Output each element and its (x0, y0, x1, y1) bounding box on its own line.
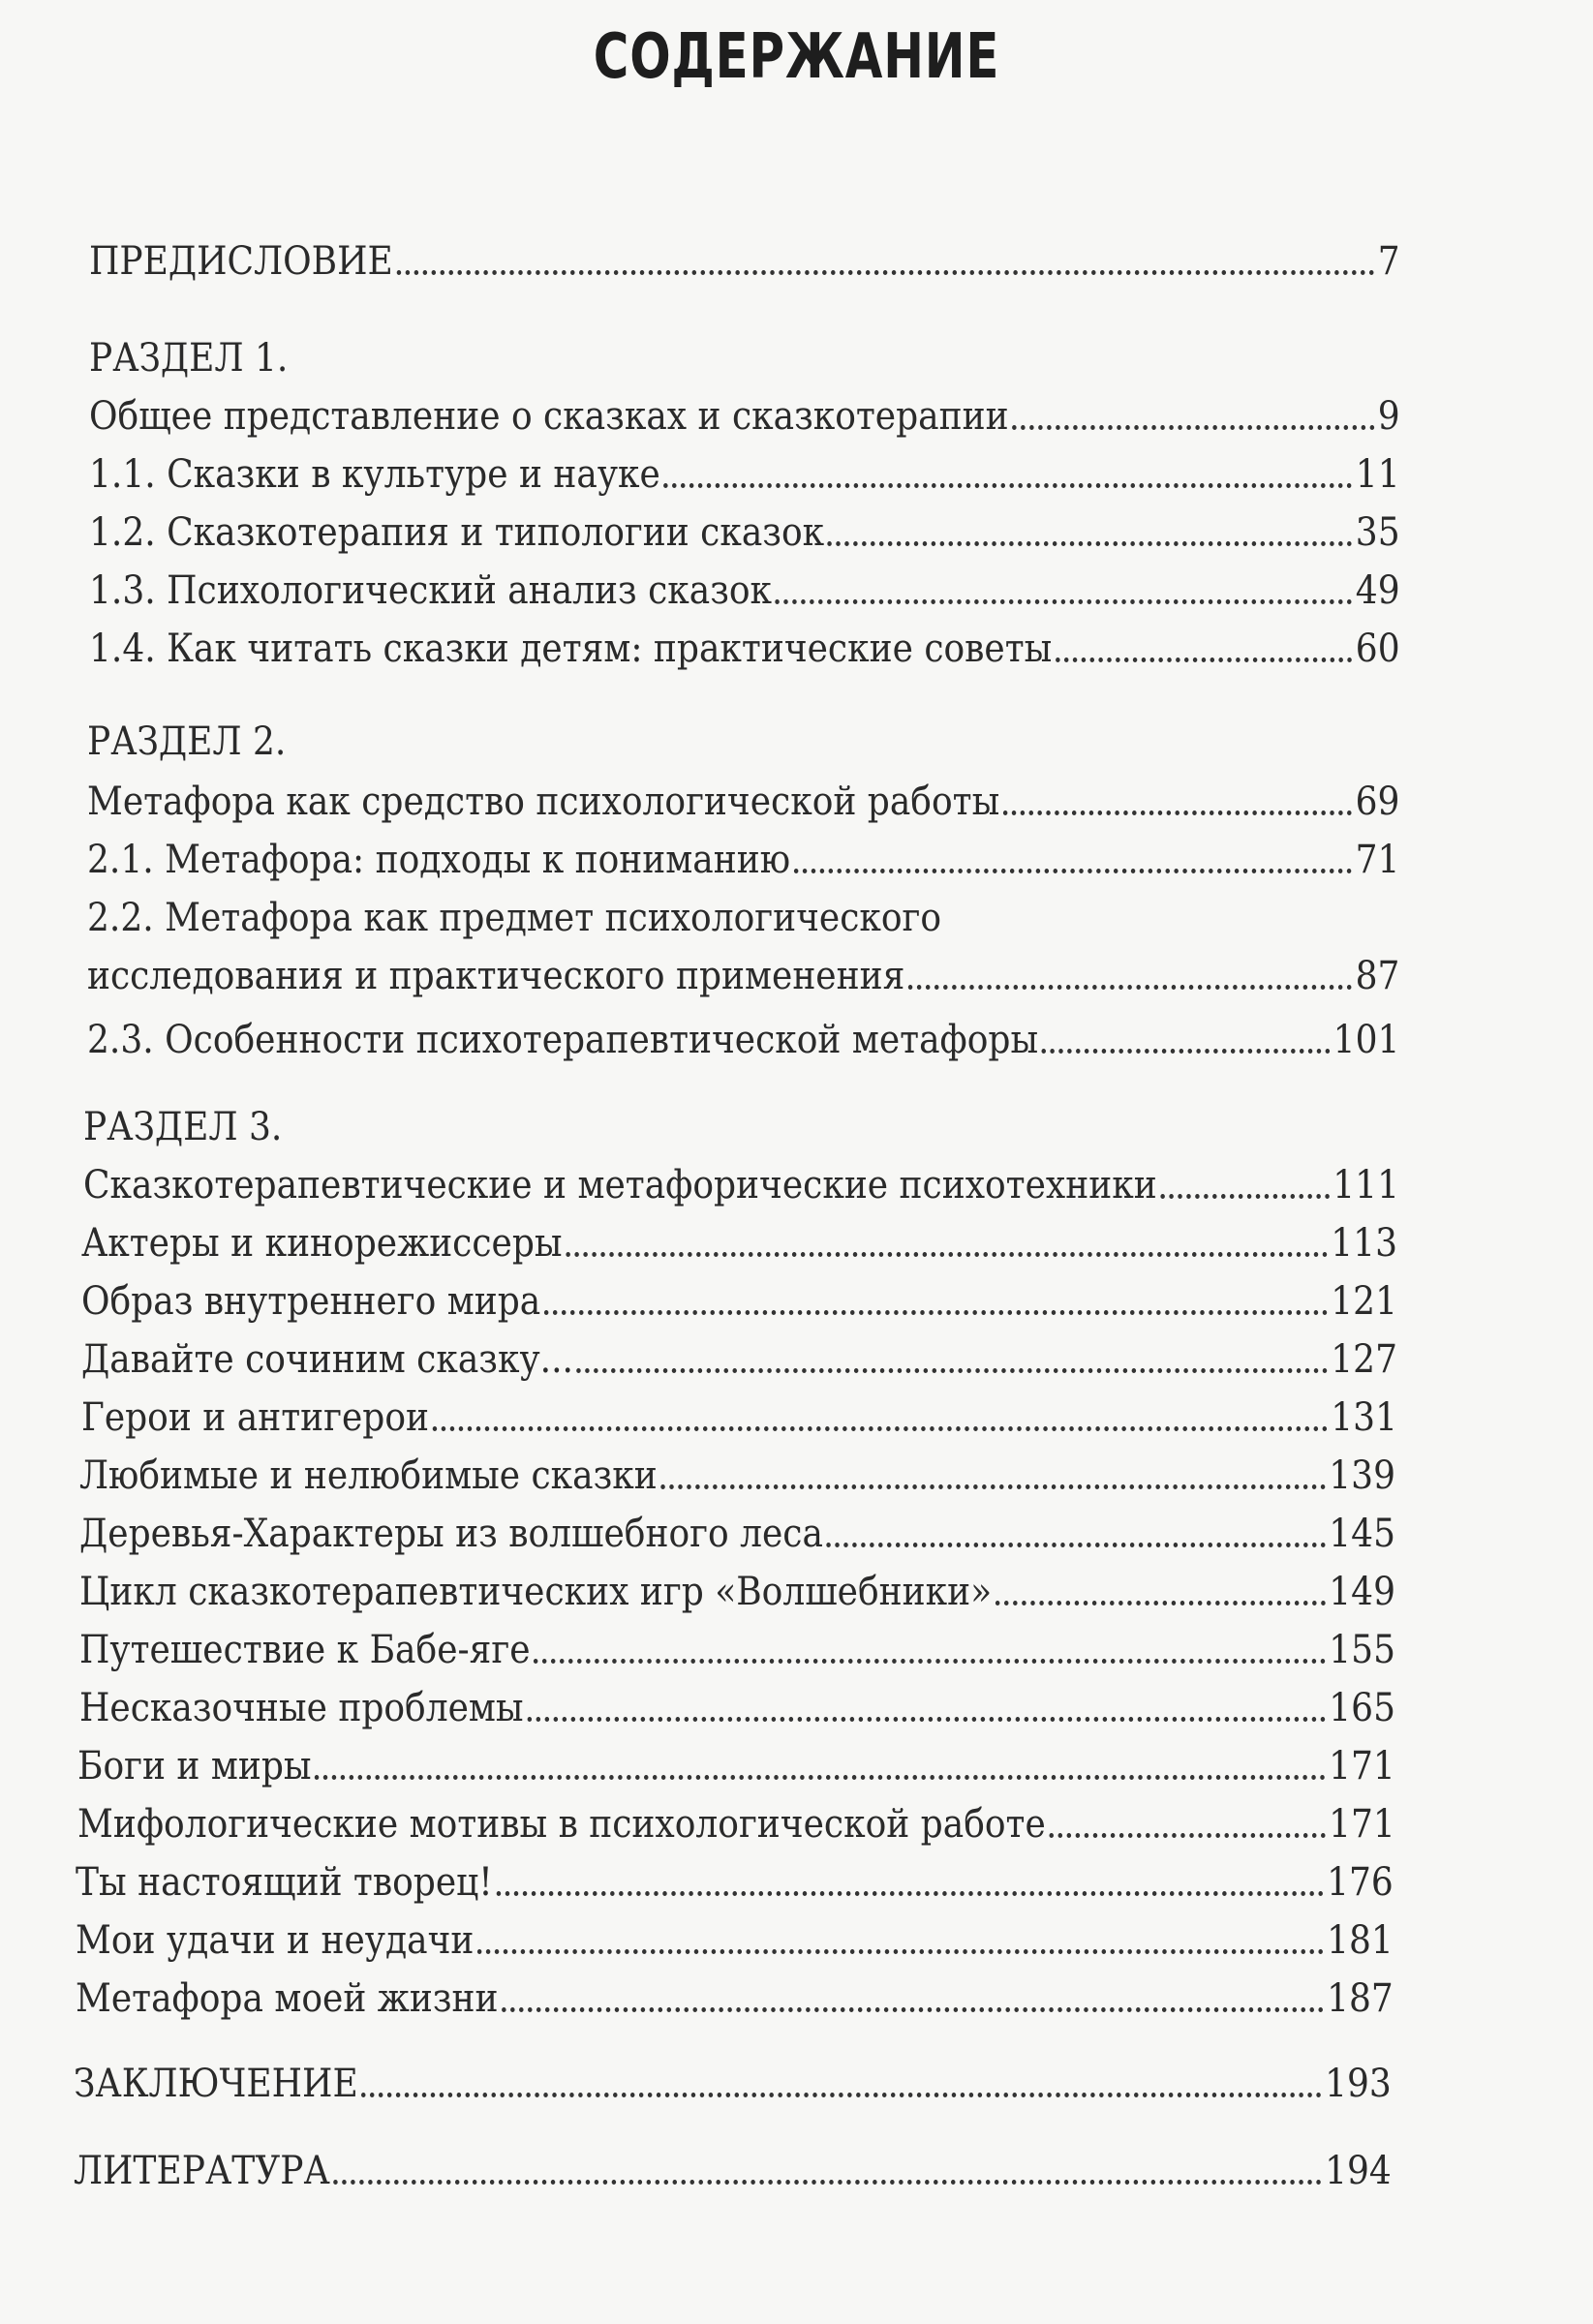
toc-entry (81, 1332, 1397, 1387)
toc-entry (77, 1797, 1395, 1851)
entry-label: Общее представление о сказках и сказкотерапии (89, 394, 1009, 439)
entry-page: 181 (1327, 1918, 1394, 1963)
toc-entry (87, 775, 1399, 829)
toc-entry-conclusion (74, 2057, 1392, 2111)
entry-label: Несказочные проблемы (79, 1686, 524, 1730)
entry-page: 171 (1329, 1802, 1395, 1847)
leader-dots (577, 1330, 1328, 1373)
entry-label: 1.2. Сказкотерапия и типологии сказок (89, 510, 825, 555)
entry-label: ЗАКЛЮЧЕНИЕ (74, 2062, 358, 2106)
leader-dots (827, 1504, 1326, 1547)
entry-page: 121 (1331, 1279, 1397, 1324)
leader-dots (1042, 1010, 1330, 1054)
entry-label: Образ внутреннего мира (81, 1279, 541, 1324)
entry-label: Сказкотерапевтические и метафорические психотехники (83, 1163, 1157, 1208)
entry-label: Актеры и кинорежиссеры (81, 1221, 563, 1266)
entry-page: 139 (1329, 1453, 1395, 1498)
entry-page: 145 (1329, 1512, 1395, 1556)
entry-page: 11 (1355, 452, 1400, 497)
entry-label: Любимые и нелюбимые сказки (79, 1453, 658, 1498)
entry-label: ПРЕДИСЛОВИЕ (89, 239, 393, 284)
toc-entry (83, 1158, 1399, 1212)
leader-dots (527, 1678, 1326, 1722)
entry-page: 101 (1333, 1018, 1400, 1062)
toc-entry (87, 833, 1399, 887)
entry-page: 155 (1329, 1628, 1395, 1672)
entry-page: 71 (1355, 838, 1400, 882)
leader-dots (794, 830, 1352, 873)
entry-label: 1.4. Как читать сказки детям: практические советы (89, 627, 1053, 671)
leader-dots (1003, 772, 1352, 815)
entry-page: 176 (1327, 1860, 1394, 1905)
leader-dots (663, 444, 1352, 488)
toc-entry (79, 1449, 1395, 1503)
leader-dots (828, 503, 1352, 546)
entry-page: 149 (1329, 1570, 1395, 1614)
toc-entry (79, 1565, 1395, 1619)
toc-entry (89, 622, 1400, 676)
leader-dots (534, 1620, 1326, 1664)
entry-label: ЛИТЕРАТУРА (74, 2149, 330, 2193)
entry-page: 9 (1377, 394, 1400, 439)
leader-dots (1012, 386, 1374, 430)
leader-dots (908, 946, 1352, 990)
entry-label: Путешествие к Бабе-яге (79, 1628, 531, 1672)
leader-dots (566, 1213, 1328, 1257)
section-heading: РАЗДЕЛ 1. (89, 336, 289, 381)
section-heading: РАЗДЕЛ 2. (87, 719, 287, 764)
leader-dots (1160, 1155, 1329, 1199)
leader-dots (477, 1911, 1324, 1954)
leader-dots (1049, 1794, 1325, 1838)
leader-dots (1056, 619, 1352, 662)
toc-entry (89, 389, 1400, 443)
entry-page: 7 (1377, 239, 1400, 284)
entry-label: 2.1. Метафора: подходы к пониманию (87, 838, 791, 882)
leader-dots (333, 2141, 1321, 2185)
leader-dots (396, 231, 1374, 275)
toc-entry (87, 1013, 1399, 1067)
entry-label: Метафора как средство психологической работы (87, 780, 1000, 824)
leader-dots (315, 1736, 1325, 1780)
toc-entry (76, 1972, 1394, 2026)
entry-label: Мифологические мотивы в психологической работе (77, 1802, 1046, 1847)
toc-entry (76, 1913, 1394, 1968)
page-title: СОДЕРЖАНИЕ (593, 21, 1000, 93)
entry-page: 127 (1331, 1337, 1397, 1382)
entry-page: 87 (1355, 954, 1400, 998)
entry-label: 1.3. Психологический анализ сказок (89, 568, 773, 613)
toc-entry (76, 1855, 1394, 1910)
toc-entry (89, 564, 1400, 618)
entry-page: 171 (1329, 1744, 1395, 1789)
leader-dots (433, 1388, 1328, 1431)
entry-page: 187 (1327, 1976, 1394, 2021)
leader-dots (660, 1446, 1325, 1489)
entry-page: 49 (1355, 568, 1400, 613)
toc-entry (79, 1681, 1395, 1735)
entry-page: 60 (1355, 627, 1400, 671)
entry-label: 2.3. Особенности психотерапевтической метафоры (87, 1018, 1039, 1062)
toc-entry (81, 1274, 1397, 1329)
entry-label: исследования и практического применения (87, 954, 905, 998)
toc-entry (81, 1391, 1397, 1445)
entry-label: Цикл сказкотерапевтических игр «Волшебники» (79, 1570, 993, 1614)
entry-page: 113 (1331, 1221, 1397, 1266)
toc-entry (77, 1739, 1395, 1793)
entry-page: 193 (1325, 2062, 1392, 2106)
toc-entry (87, 949, 1399, 1003)
entry-page: 35 (1355, 510, 1400, 555)
entry-label: Герои и антигерои (81, 1395, 429, 1440)
entry-page: 165 (1329, 1686, 1395, 1730)
entry-page: 194 (1325, 2149, 1392, 2193)
entry-page: 69 (1355, 780, 1400, 824)
leader-dots (496, 1852, 1323, 1896)
entry-label-first-line: 2.2. Метафора как предмет психологического (87, 896, 942, 940)
entry-label: Давайте сочиним сказку... (81, 1337, 573, 1382)
toc-entry (79, 1507, 1395, 1561)
section-heading: РАЗДЕЛ 3. (83, 1105, 283, 1149)
toc-entry-preface (89, 234, 1400, 289)
entry-label: Боги и миры (77, 1744, 312, 1789)
entry-page: 131 (1331, 1395, 1397, 1440)
toc-entry-literature (74, 2144, 1392, 2198)
entry-page: 111 (1333, 1163, 1399, 1208)
entry-label: 1.1. Сказки в культуре и науке (89, 452, 660, 497)
leader-dots (776, 561, 1353, 604)
entry-label: Метафора моей жизни (76, 1976, 499, 2021)
entry-label: Ты настоящий творец! (76, 1860, 493, 1905)
leader-dots (996, 1562, 1326, 1605)
entry-label: Мои удачи и неудачи (76, 1918, 475, 1963)
leader-dots (502, 1969, 1323, 2012)
toc-entry (79, 1623, 1395, 1677)
toc-entry (81, 1216, 1397, 1270)
leader-dots (544, 1271, 1328, 1315)
toc-entry (89, 447, 1400, 502)
entry-label: Деревья-Характеры из волшебного леса (79, 1512, 823, 1556)
leader-dots (361, 2054, 1321, 2097)
toc-entry (89, 505, 1400, 560)
